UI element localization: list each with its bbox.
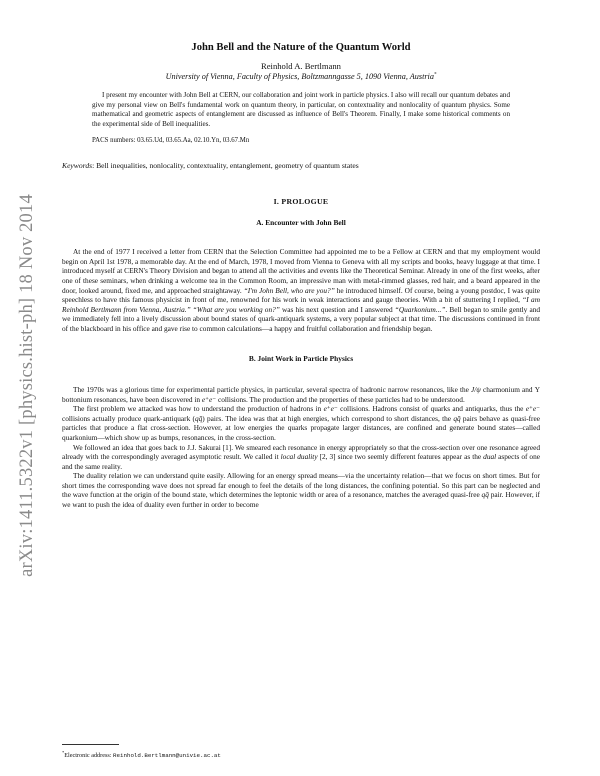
subsection-heading-encounter: A. Encounter with John Bell bbox=[256, 218, 346, 228]
subsection-heading-joint-work: B. Joint Work in Particle Physics bbox=[248, 354, 354, 364]
math-symbol: qq̄ bbox=[194, 413, 203, 423]
affiliation-text: University of Vienna, Faculty of Physics, Boltzmanngasse 5, 1090 Vienna, Austria bbox=[165, 72, 434, 81]
affiliation bbox=[62, 72, 540, 81]
emphasis: dual bbox=[483, 452, 497, 462]
math-symbol: qq̄ bbox=[453, 413, 461, 423]
math-symbol: e⁺e⁻ bbox=[201, 394, 217, 404]
keywords-list: Bell inequalities, nonlocality, contextuality, entanglement, geometry of quantum states bbox=[96, 161, 359, 171]
author-name: Reinhold A. Bertlmann bbox=[261, 61, 341, 71]
math-symbol: J/ψ bbox=[471, 385, 481, 395]
paragraph-first-problem: The first problem we attacked was how to understand the production of hadrons in e⁺e⁻ collisions. Hadrons consist of quarks and antiquarks, thus the e⁺e⁻ collisions actually produce quark-antiquark (qq̄) pairs. The idea was that at high energies, which correspond to short distances, the qq̄ pairs behave as quasi-free particles that produce a flat cross-section. However, at low energies the quarks propagate larger distances, are confined and generate bound states—called quarkonium—which show up as bumps, resonances, in the cross-section. bbox=[62, 404, 540, 443]
arxiv-stamp bbox=[10, 195, 44, 575]
affiliation-footnote-mark[interactable]: * bbox=[433, 72, 437, 78]
paragraph-1970s: The 1970s was a glorious time for experimental particle physics, in particular, several spectra of hadronic narrow resonances, like the J/ψ charmonium and Υ bottonium resonances, have been discovered in e⁺e⁻ collisions. The production and the properties of these particles had to be understood. bbox=[62, 385, 540, 404]
abstract: I present my encounter with John Bell at CERN, our collaboration and joint work in particle physics. I also will recall our quantum debates and give my personal view on Bell's fundamental work on quantum theory, in particular, on contextuality and nonlocality of quantum physics. Some mathematical and geometric aspects of entanglement are discussed as influence of Bell's Theorem. Finally, I make some historical comments on the experimental side of Bell inequalities. bbox=[92, 91, 510, 128]
paragraph-sakurai: We followed an idea that goes back to J.J. Sakurai [1]. We smeared each resonance in energy appropriately so that the cross-section over one resonance agreed already with the correspondingly averaged asymptotic result. We called it local duality [2, 3] since two seemly different features appear as the dual aspects of one and the same reality. bbox=[62, 442, 540, 471]
keywords: Keywords: Bell inequalities, nonlocality, contextuality, entanglement, geometry of quantum states bbox=[62, 161, 359, 171]
footnote-mark: * bbox=[62, 750, 65, 755]
math-symbol: e⁺e⁻ bbox=[525, 404, 540, 414]
quote: “What are you working on?” bbox=[192, 304, 280, 314]
email-link[interactable]: Reinhold.Bertlmann@univie.ac.at bbox=[113, 752, 221, 760]
paper-title: John Bell and the Nature of the Quantum World bbox=[191, 42, 411, 53]
arxiv-identifier[interactable]: arXiv:1411.5322v1 [physics.hist-ph] 18 Nov 2014 bbox=[16, 193, 37, 577]
math-symbol: e⁺e⁻ bbox=[323, 404, 338, 414]
paragraph-duality: The duality relation we can understand quite easily. Allowing for an energy spread means—via the uncertainty relation—that we focus on short times. But for short times the corresponding wave does not spread far enough to feel the details of the long distances, the confining potential. So this part can be neglected and the wave function at the origin of the bound state, which determines the leptonic width or area of a resonance, matches the averaged quasi-free qq̄ pair. However, if we want to push the idea of duality even further in order to become bbox=[62, 471, 540, 509]
footnote bbox=[62, 750, 221, 759]
pacs-numbers: PACS numbers: 03.65.Ud, 03.65.Aa, 02.10.Yn, 03.67.Mn bbox=[92, 137, 250, 145]
quote: “I am Reinhold Bertlmann from Vienna, Austria.” bbox=[62, 295, 540, 314]
footnote-label: Electronic address: bbox=[64, 752, 114, 760]
footnote-divider bbox=[62, 744, 119, 745]
quote: “I'm John Bell, who are you?” bbox=[243, 285, 335, 295]
paper-body bbox=[62, 42, 540, 509]
quote: “Quarkonium...” bbox=[394, 304, 446, 314]
emphasis: local duality bbox=[280, 452, 318, 462]
paragraph-encounter: At the end of 1977 I received a letter from CERN that the Selection Committee had appointed me to be a Fellow at CERN and that my employment would begin on April 1st 1978, a memorable day. At the end of March, 1978, I moved from Vienna to Geneva with all my scripts and books, heavy luggage at that time. I introduced myself at CERN's Theory Division and began to attend all the activities and events like the Theoretical Seminar. Already in one of the first weeks, after one of these seminars, when drinking a welcome tea in the Common Room, an impressive man with metal-rimmed glasses, red hair, and a beard appeared in the door, looked around, fixed me, and approached straightaway. “I'm John Bell, who are you?” he introduced himself. Of course, being a young postdoc, I was quite speechless to have this famous physicist in front of me, renowned for his work in weak interactions and gauge theories. With a bit of stuttering I replied, “I am Reinhold Bertlmann from Vienna, Austria.” “What are you working on?” was his next question and I answered “Quarkonium...”. Bell began to smile gently and we immediately fell into a lively discussion about bound states of quark-antiquark systems, a very popular subject at that time. The discussions continued in front of the blackboard in his office and gave rise to common calculations—a happy and fruitful collaboration and friendship began. bbox=[62, 247, 541, 333]
section-heading-prologue: I. PROLOGUE bbox=[273, 197, 329, 207]
keywords-label: Keywords bbox=[62, 161, 93, 171]
math-symbol: qq̄ bbox=[481, 490, 489, 500]
